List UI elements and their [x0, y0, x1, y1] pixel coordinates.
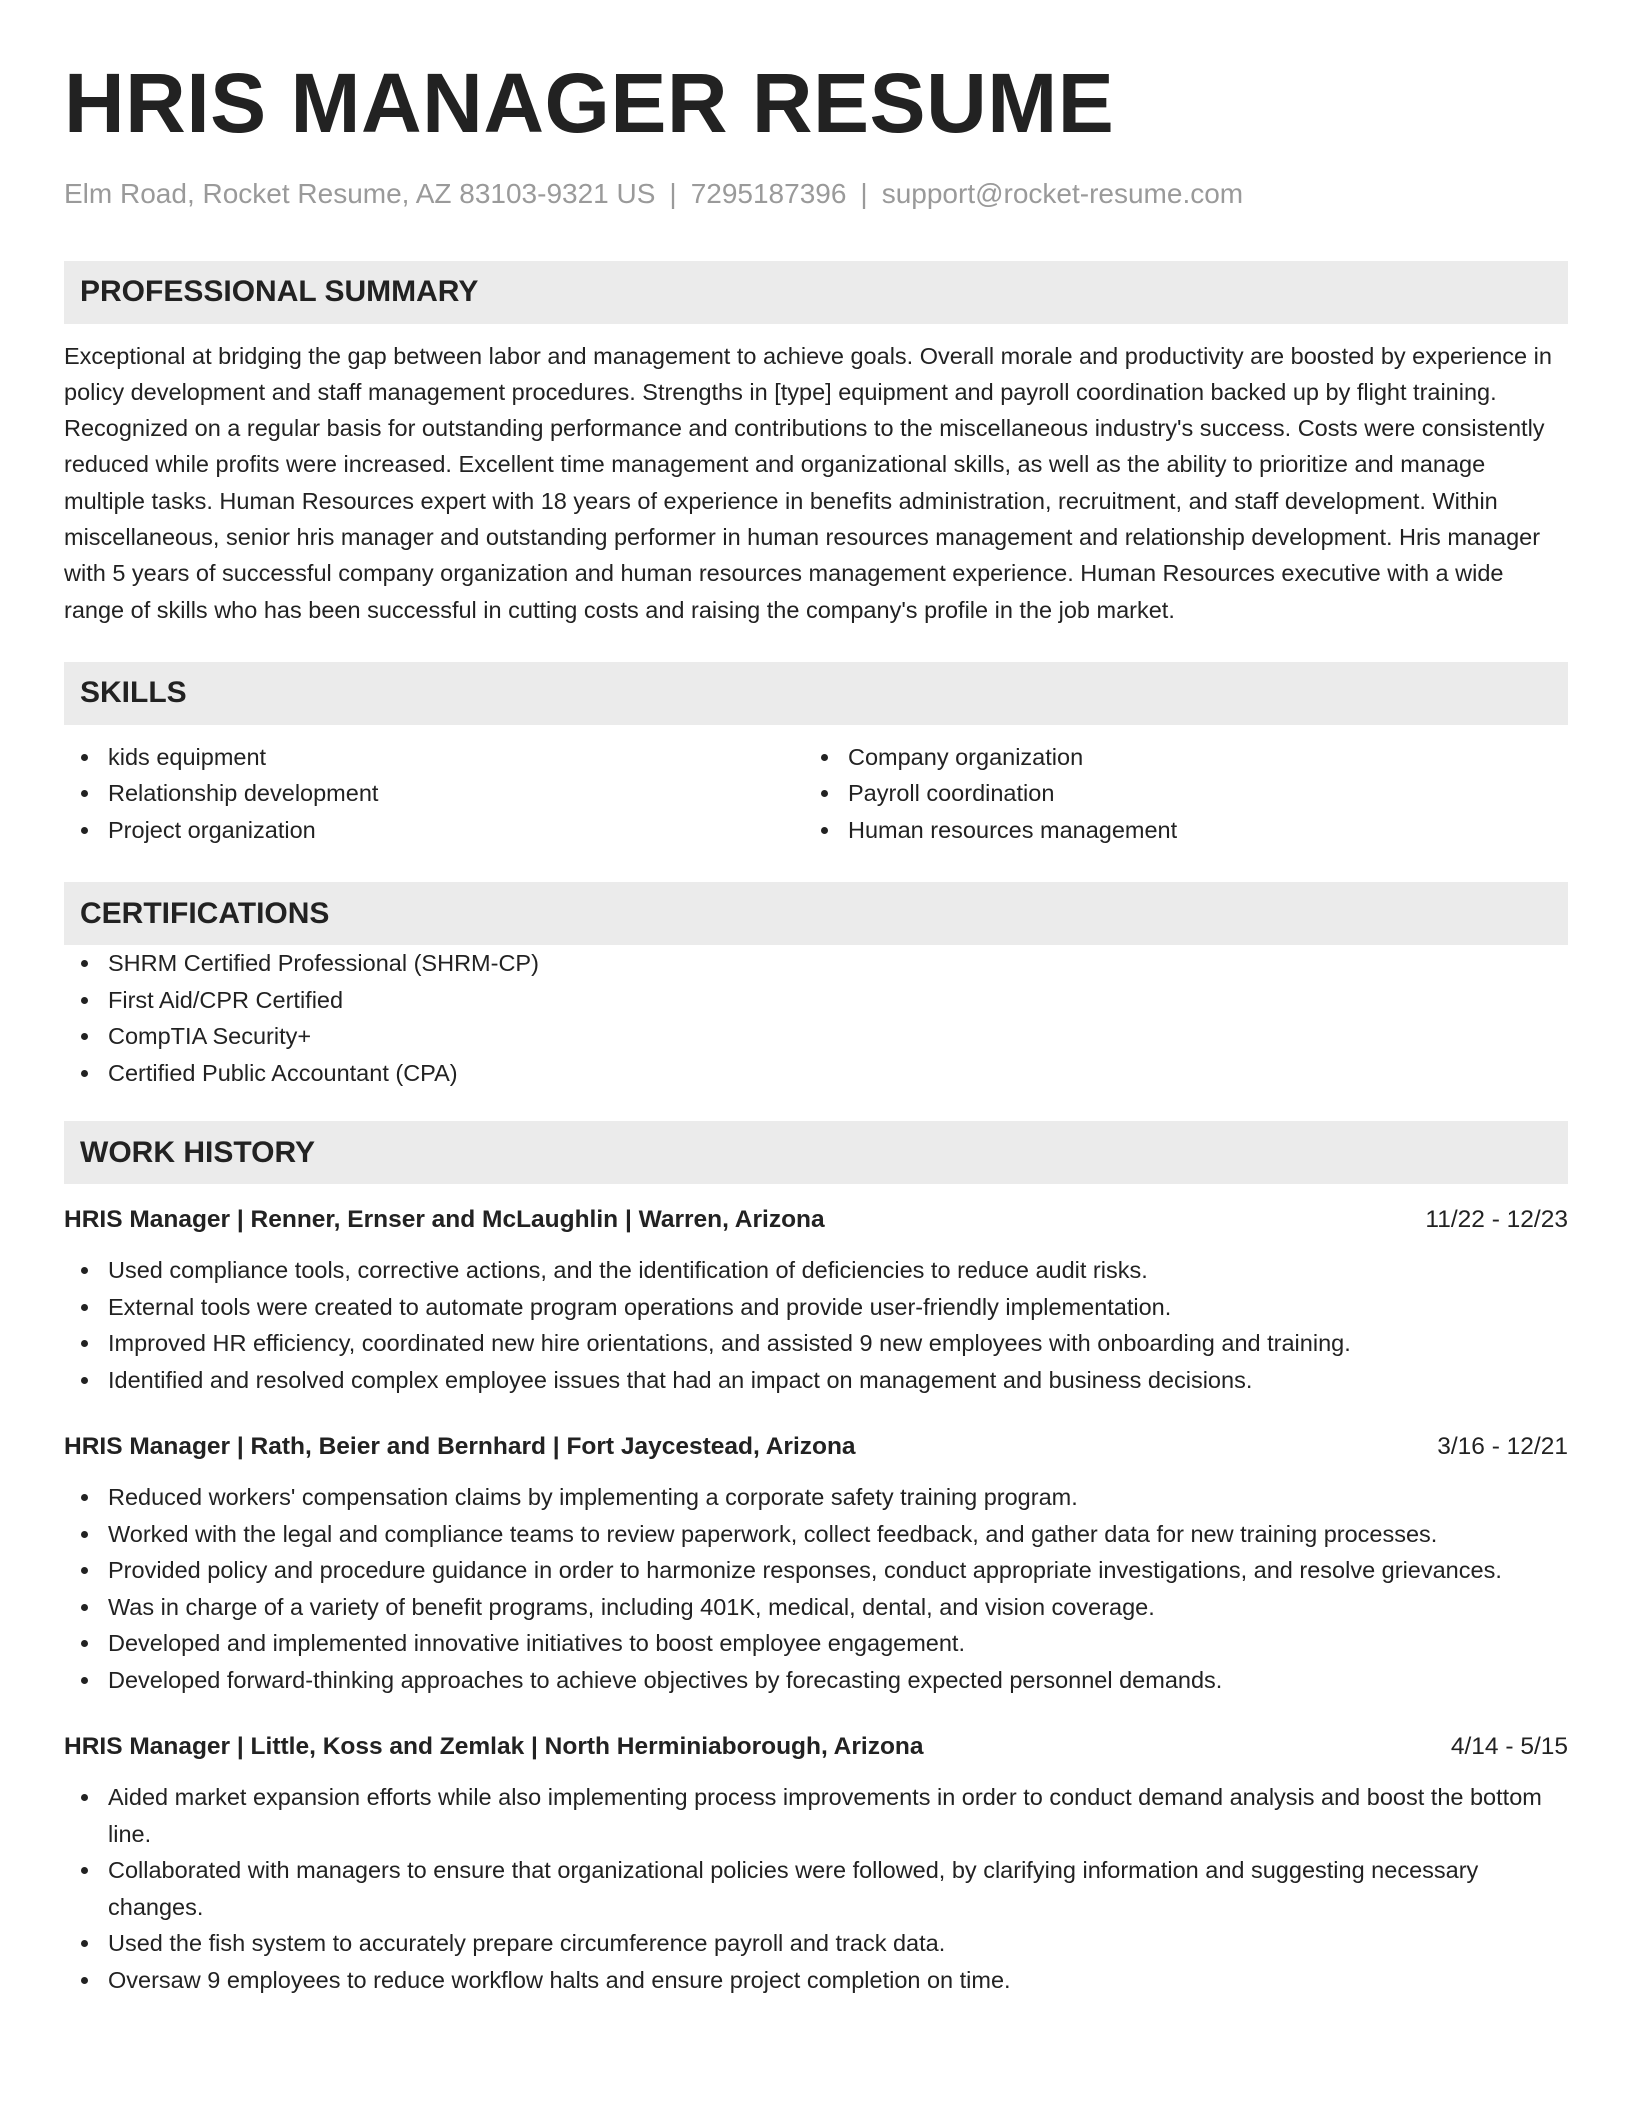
resume-title: HRIS MANAGER RESUME — [64, 56, 1115, 150]
job-dates: 11/22 - 12/23 — [1425, 1206, 1568, 1234]
job-entry — [64, 1202, 1568, 1398]
skills-column-right — [804, 739, 1544, 849]
skills-grid — [64, 739, 1568, 849]
certification-item: First Aid/CPR Certified — [64, 982, 1568, 1019]
contact-line — [64, 177, 1568, 211]
job-bullet: Reduced workers' compensation claims by implementing a corporate safety training program. — [64, 1479, 1568, 1516]
job-bullets — [64, 1479, 1568, 1698]
section-header-work-history: WORK HISTORY — [64, 1121, 1568, 1184]
job-header — [64, 1202, 1568, 1238]
job-header — [64, 1729, 1568, 1765]
job-entry — [64, 1729, 1568, 1998]
contact-phone: 7295187396 — [690, 178, 847, 209]
section-header-certifications: CERTIFICATIONS — [64, 882, 1568, 945]
job-title: HRIS Manager | Little, Koss and Zemlak | North Herminiaborough, Arizona — [64, 1733, 924, 1761]
job-bullet: Collaborated with managers to ensure that organizational policies were followed, by clarifying information and suggesting necessary changes. — [64, 1852, 1568, 1925]
skill-item: Project organization — [64, 812, 804, 849]
job-bullet: Was in charge of a variety of benefit programs, including 401K, medical, dental, and vision coverage. — [64, 1589, 1568, 1626]
skills-list-left — [64, 739, 804, 849]
job-bullet: Worked with the legal and compliance teams to review paperwork, collect feedback, and gather data for new training processes. — [64, 1516, 1568, 1553]
job-title: HRIS Manager | Renner, Ernser and McLaughlin | Warren, Arizona — [64, 1206, 825, 1234]
job-bullets — [64, 1252, 1568, 1398]
job-bullet: Used compliance tools, corrective actions, and the identification of deficiencies to reduce audit risks. — [64, 1252, 1568, 1289]
job-bullet: Used the fish system to accurately prepare circumference payroll and track data. — [64, 1925, 1568, 1962]
skills-list-right — [804, 739, 1544, 849]
job-bullet: Developed forward-thinking approaches to achieve objectives by forecasting expected personnel demands. — [64, 1662, 1568, 1699]
job-bullet: Developed and implemented innovative initiatives to boost employee engagement. — [64, 1625, 1568, 1662]
section-header-summary: PROFESSIONAL SUMMARY — [64, 261, 1568, 324]
contact-email: support@rocket-resume.com — [881, 178, 1244, 209]
skill-item: Relationship development — [64, 775, 804, 812]
skills-column-left — [64, 739, 804, 849]
job-bullet: Aided market expansion efforts while also implementing process improvements in order to conduct demand analysis and boost the bottom line. — [64, 1779, 1568, 1852]
summary-text: Exceptional at bridging the gap between labor and management to achieve goals. Overall morale and productivity are boosted by experience in policy development and staff management procedures. Strengths in [type] equipment and payroll coordination backed up by flight training. Recognized on a regular basis for outstanding performance and contributions to the miscellaneous industry's success. Costs were consistently reduced while profits were increased. Excellent time management and organizational skills, as well as the ability to prioritize and manage multiple tasks. Human Resources expert with 18 years of experience in benefits administration, recruitment, and staff development. Within miscellaneous, senior hris manager and outstanding performer in human resources management and relationship development. Hris manager with 5 years of successful company organization and human resources management experience. Human Resources executive with a wide range of skills who has been successful in cutting costs and raising the company's profile in the job market. — [64, 342, 1552, 623]
job-bullet: Identified and resolved complex employee issues that had an impact on management and business decisions. — [64, 1362, 1568, 1399]
contact-address: Elm Road, Rocket Resume, AZ 83103-9321 US — [64, 178, 656, 209]
contact-separator: | — [669, 178, 677, 209]
job-bullet: Oversaw 9 employees to reduce workflow halts and ensure project completion on time. — [64, 1962, 1568, 1999]
job-title: HRIS Manager | Rath, Beier and Bernhard | Fort Jaycestead, Arizona — [64, 1433, 856, 1461]
certification-item: CompTIA Security+ — [64, 1018, 1568, 1055]
skill-item: Payroll coordination — [804, 775, 1544, 812]
certification-item: SHRM Certified Professional (SHRM-CP) — [64, 945, 1568, 982]
job-bullets — [64, 1779, 1568, 1998]
skill-item: kids equipment — [64, 739, 804, 776]
contact-separator: | — [860, 178, 868, 209]
job-bullet: Provided policy and procedure guidance in order to harmonize responses, conduct appropriate investigations, and resolve grievances. — [64, 1552, 1568, 1589]
skill-item: Human resources management — [804, 812, 1544, 849]
job-bullet: External tools were created to automate program operations and provide user-friendly implementation. — [64, 1289, 1568, 1326]
certifications-list — [64, 945, 1568, 1091]
job-bullet: Improved HR efficiency, coordinated new hire orientations, and assisted 9 new employees with onboarding and training. — [64, 1325, 1568, 1362]
section-header-skills: SKILLS — [64, 662, 1568, 725]
job-dates: 3/16 - 12/21 — [1437, 1433, 1568, 1461]
job-header — [64, 1429, 1568, 1465]
certification-item: Certified Public Accountant (CPA) — [64, 1055, 1568, 1092]
job-dates: 4/14 - 5/15 — [1450, 1733, 1568, 1761]
skill-item: Company organization — [804, 739, 1544, 776]
job-entry — [64, 1429, 1568, 1698]
